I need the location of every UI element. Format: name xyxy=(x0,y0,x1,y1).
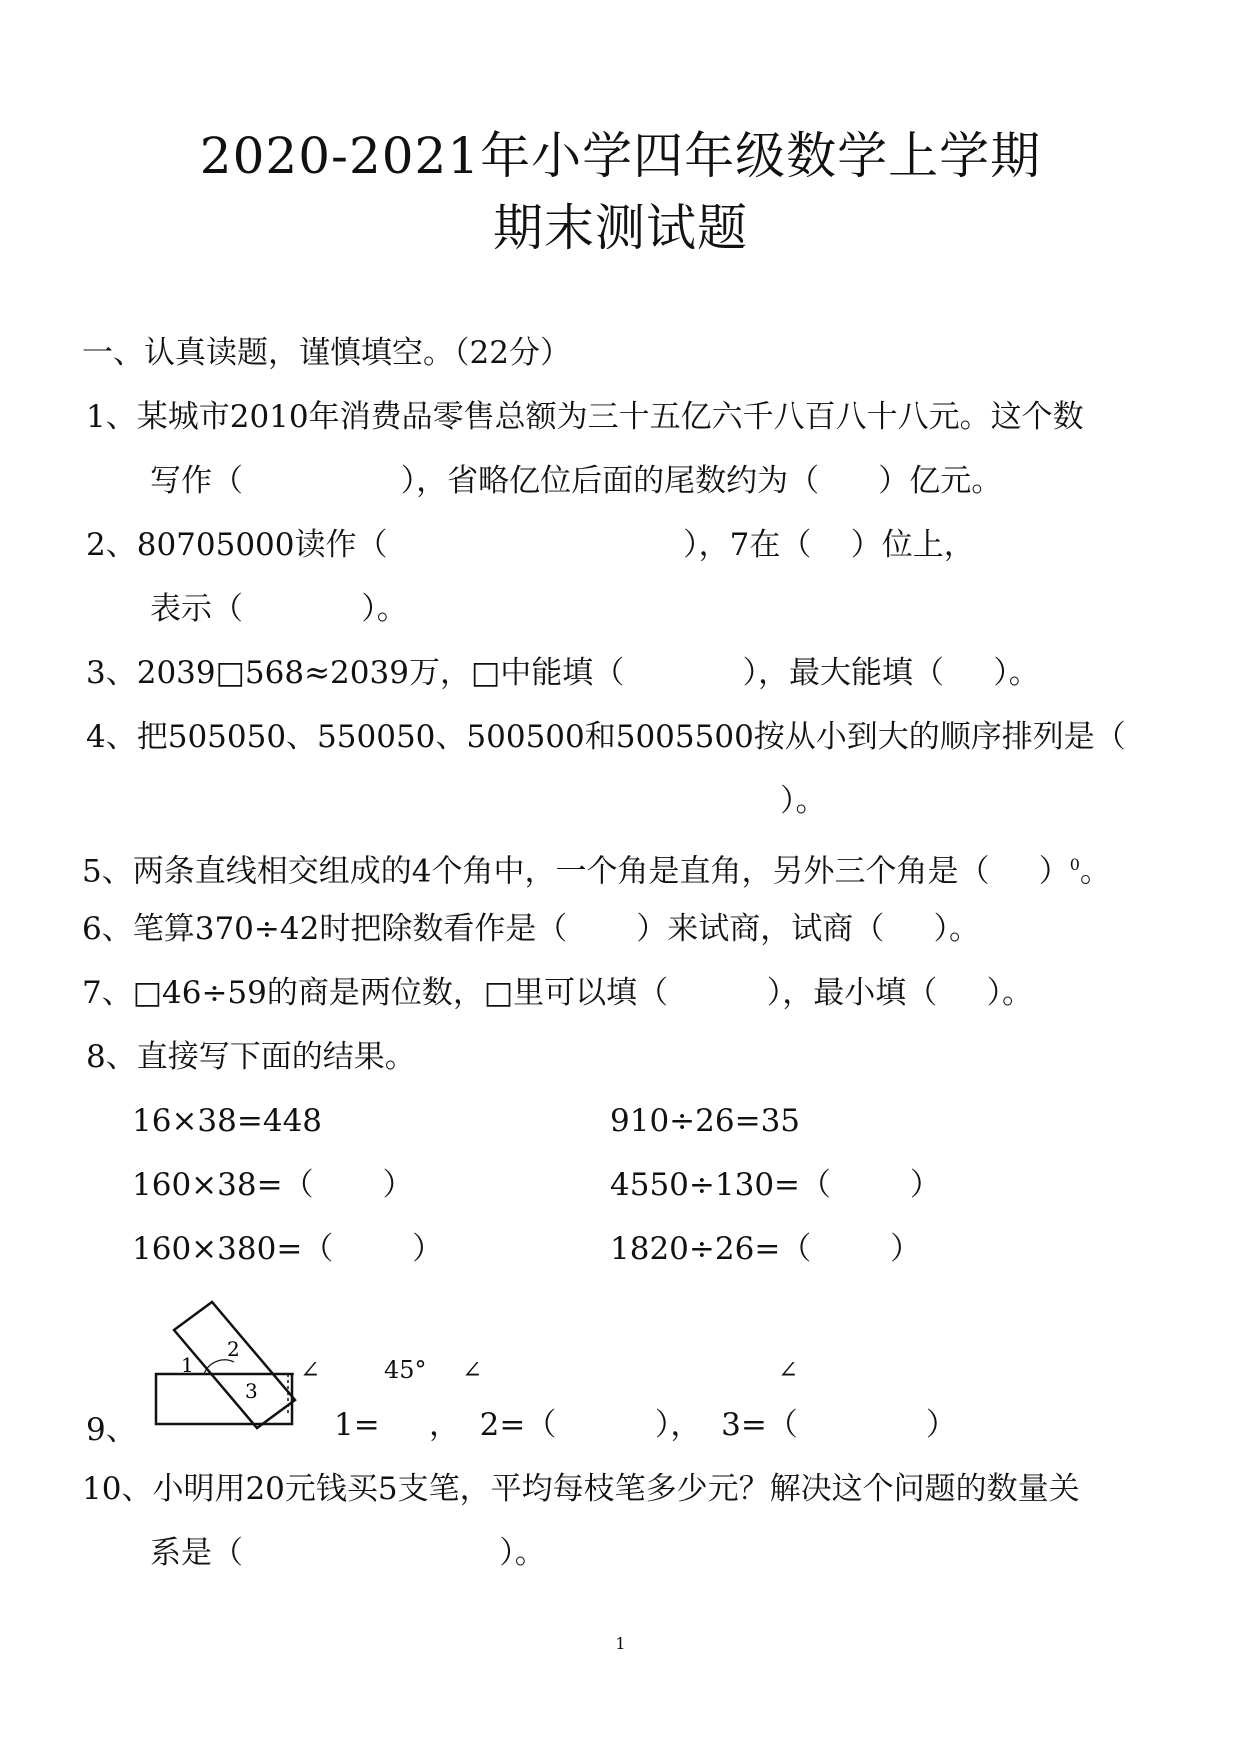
angle-2-label: 2 xyxy=(227,1337,240,1361)
angle-45-degree: 45° xyxy=(384,1356,427,1384)
question-7: 7、□46÷59的商是两位数，□里可以填（ ），最小填（ ）。 xyxy=(82,975,1033,1011)
question-8-heading: 8、直接写下面的结果。 xyxy=(86,1039,416,1075)
section-heading: 一、认真读题，谨慎填空。（22分） xyxy=(82,335,571,371)
angle-symbol-2: ∠ xyxy=(462,1356,483,1384)
page-number: 1 xyxy=(615,1634,626,1653)
question-9-answers: 1= ， 2=（ ）， 3=（ ） xyxy=(334,1407,957,1443)
calc-left-2: 160×38=（ ） xyxy=(132,1167,414,1203)
question-4-line-2: ）。 xyxy=(780,783,827,819)
folded-rectangle-diagram xyxy=(150,1290,310,1430)
calc-right-3: 1820÷26=（ ） xyxy=(610,1231,922,1267)
question-5-text: 5、两条直线相交组成的4个角中，一个角是直角，另外三个角是（ ） xyxy=(82,853,1070,890)
calc-left-1: 16×38=448 xyxy=(132,1103,323,1139)
angle-1-label: 1 xyxy=(181,1353,194,1377)
degree-superscript: 0 xyxy=(1069,855,1080,874)
question-5-end: 。 xyxy=(1079,853,1111,890)
question-2-line-2: 表示（ ）。 xyxy=(150,591,408,627)
question-10-line-2: 系是（ ）。 xyxy=(150,1535,546,1571)
calc-right-1: 910÷26=35 xyxy=(610,1103,801,1139)
calc-right-2: 4550÷130=（ ） xyxy=(610,1167,941,1203)
angle-symbol-1: ∠ xyxy=(300,1356,321,1384)
question-9-label: 9、 xyxy=(86,1412,137,1448)
question-5 xyxy=(82,845,1111,891)
question-3: 3、2039□568≈2039万，□中能填（ ），最大能填（ ）。 xyxy=(86,655,1040,691)
angle-symbol-3: ∠ xyxy=(778,1356,799,1384)
calc-left-3: 160×380=（ ） xyxy=(132,1231,444,1267)
question-1-line-1: 1、某城市2010年消费品零售总额为三十五亿六千八百八十八元。这个数 xyxy=(86,399,1084,435)
question-6: 6、笔算370÷42时把除数看作是（ ）来试商，试商（ ）。 xyxy=(82,911,981,947)
question-4-line-1: 4、把505050、550050、500500和5005500按从小到大的顺序排列是（ xyxy=(86,719,1126,755)
page-subtitle: 期末测试题 xyxy=(493,199,748,257)
page-title: 2020-2021年小学四年级数学上学期 xyxy=(199,127,1042,185)
question-10-line-1: 10、小明用20元钱买5支笔，平均每枝笔多少元？解决这个问题的数量关 xyxy=(82,1471,1080,1507)
angle-3-label: 3 xyxy=(245,1379,258,1403)
question-2-line-1: 2、80705000读作（ ），7在（ ）位上， xyxy=(86,527,975,563)
question-1-line-2: 写作（ ），省略亿位后面的尾数约为（ ）亿元。 xyxy=(150,463,1003,499)
